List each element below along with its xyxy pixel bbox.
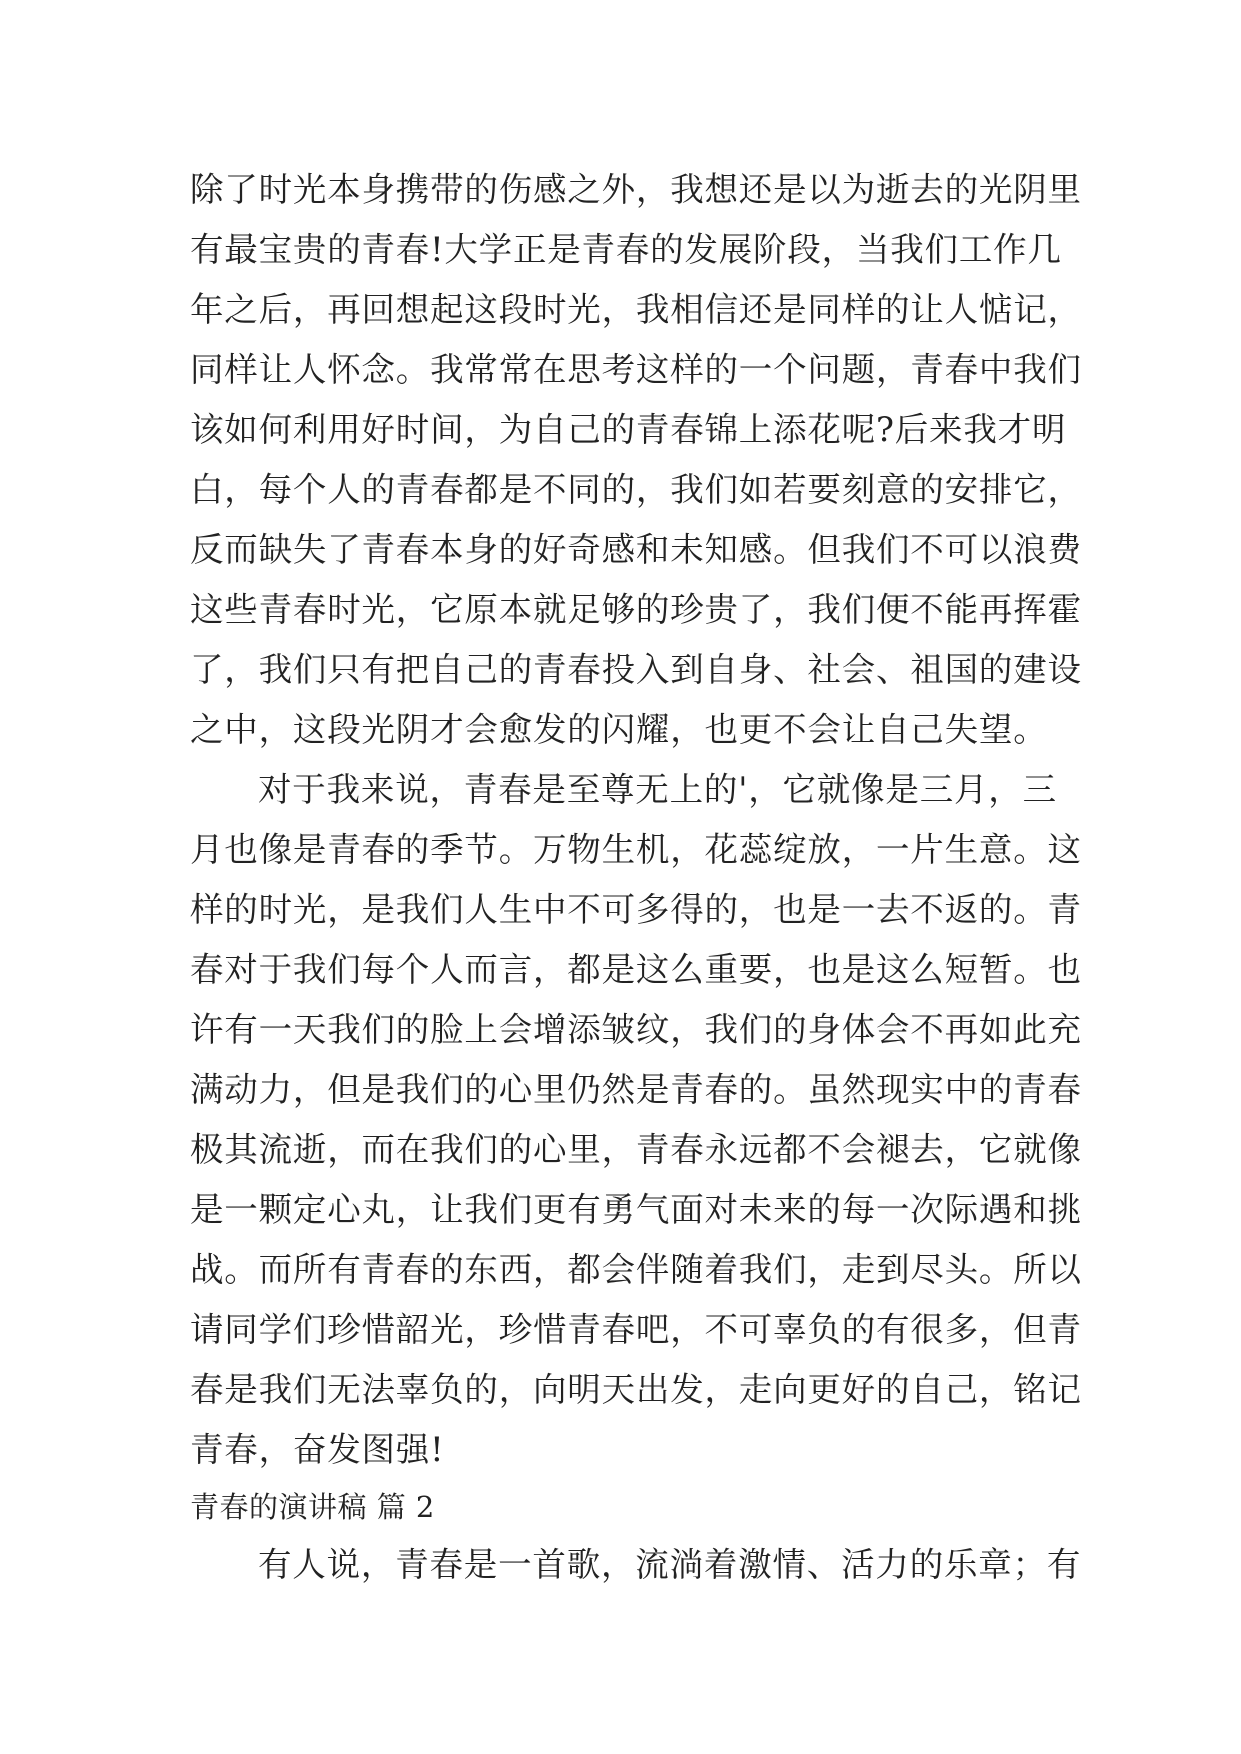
text-line: 是一颗定心丸，让我们更有勇气面对未来的每一次际遇和挑 bbox=[190, 1190, 1082, 1229]
document-body bbox=[190, 160, 1082, 1595]
text-line: 同样让人怀念。我常常在思考这样的一个问题，青春中我们 bbox=[190, 350, 1082, 389]
text-line: 请同学们珍惜韶光，珍惜青春吧，不可辜负的有很多，但青 bbox=[190, 1310, 1082, 1349]
text-line: 对于我来说，青春是至尊无上的'，它就像是三月，三 bbox=[258, 770, 1057, 809]
text-line: 反而缺失了青春本身的好奇感和未知感。但我们不可以浪费 bbox=[190, 530, 1082, 569]
text-line: 许有一天我们的脸上会增添皱纹，我们的身体会不再如此充 bbox=[190, 1010, 1082, 1049]
text-line: 春对于我们每个人而言，都是这么重要，也是这么短暂。也 bbox=[190, 950, 1082, 989]
section-heading: 青春的演讲稿 篇 2 bbox=[190, 1490, 435, 1524]
text-line: 这些青春时光，它原本就足够的珍贵了，我们便不能再挥霍 bbox=[190, 590, 1082, 629]
text-line: 了，我们只有把自己的青春投入到自身、社会、祖国的建设 bbox=[190, 650, 1082, 689]
text-line: 之中，这段光阴才会愈发的闪耀，也更不会让自己失望。 bbox=[190, 710, 1048, 749]
paragraph bbox=[190, 760, 1082, 1480]
paragraph bbox=[190, 1535, 1082, 1595]
text-line: 战。而所有青春的东西，都会伴随着我们，走到尽头。所以 bbox=[190, 1250, 1082, 1289]
text-line: 有最宝贵的青春!大学正是青春的发展阶段，当我们工作几 bbox=[190, 230, 1062, 269]
text-line: 满动力，但是我们的心里仍然是青春的。虽然现实中的青春 bbox=[190, 1070, 1082, 1109]
text-line: 青春，奋发图强! bbox=[190, 1430, 445, 1469]
text-line: 该如何利用好时间，为自己的青春锦上添花呢?后来我才明 bbox=[190, 410, 1067, 449]
text-line: 有人说，青春是一首歌，流淌着激情、活力的乐章；有 bbox=[258, 1545, 1082, 1584]
text-line: 除了时光本身携带的伤感之外，我想还是以为逝去的光阴里 bbox=[190, 170, 1082, 209]
text-line: 春是我们无法辜负的，向明天出发，走向更好的自己，铭记 bbox=[190, 1370, 1082, 1409]
text-line: 年之后，再回想起这段时光，我相信还是同样的让人惦记， bbox=[190, 290, 1082, 329]
paragraph bbox=[190, 160, 1082, 760]
text-line: 极其流逝，而在我们的心里，青春永远都不会褪去，它就像 bbox=[190, 1130, 1082, 1169]
text-line: 月也像是青春的季节。万物生机，花蕊绽放，一片生意。这 bbox=[190, 830, 1082, 869]
text-line: 样的时光，是我们人生中不可多得的，也是一去不返的。青 bbox=[190, 890, 1082, 929]
text-line: 白，每个人的青春都是不同的，我们如若要刻意的安排它， bbox=[190, 470, 1082, 509]
